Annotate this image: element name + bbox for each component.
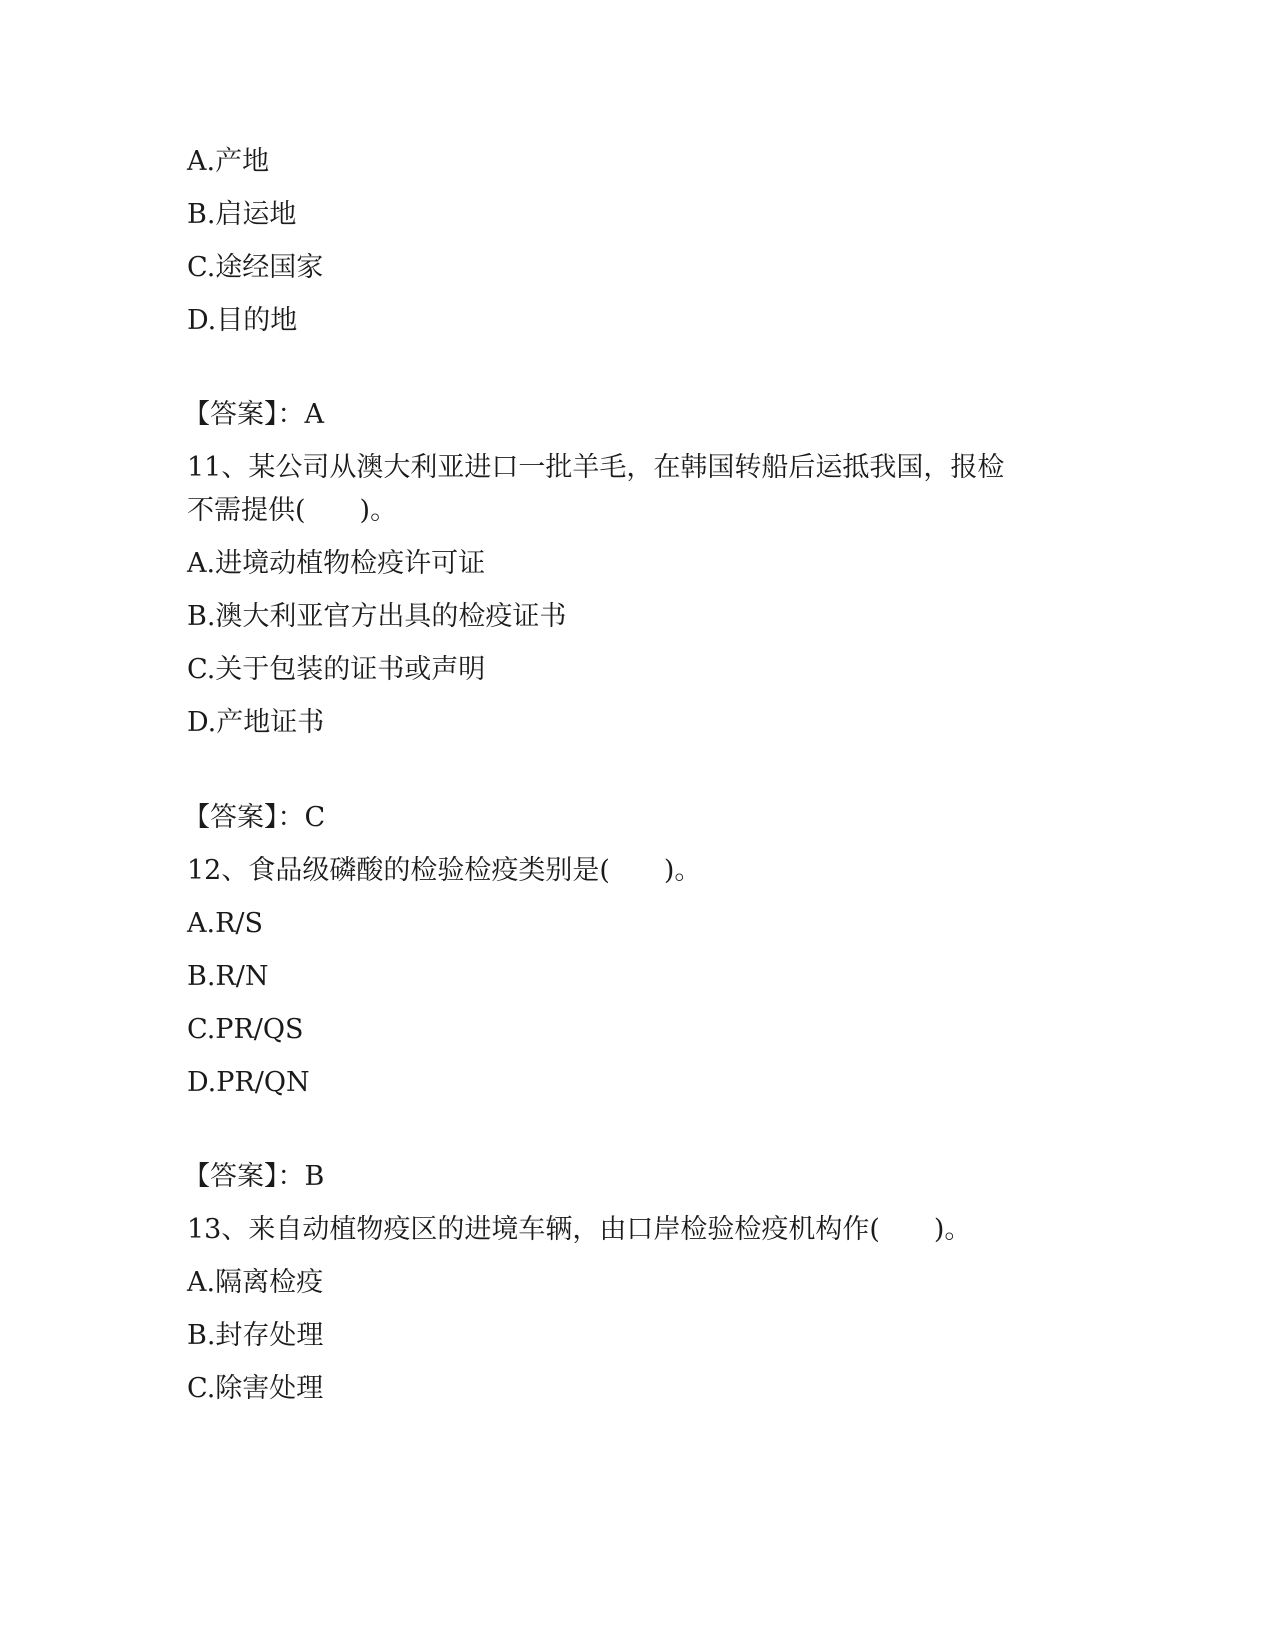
q13-stem: 13、来自动植物疫区的进境车辆，由口岸检验检疫机构作( )。 [187, 1214, 972, 1245]
q11-option-a: A.进境动植物检疫许可证 [187, 548, 486, 579]
q12-option-c: C.PR/QS [187, 1014, 304, 1045]
q11-stem-line2: 不需提供( )。 [187, 495, 398, 526]
q11-answer: 【答案】：C [183, 802, 326, 833]
q13-option-c: C.除害处理 [187, 1373, 324, 1404]
q13-option-b: B.封存处理 [187, 1320, 324, 1351]
q10-option-c: C.途经国家 [187, 252, 324, 283]
q11-option-d: D.产地证书 [187, 707, 325, 738]
q10-option-a: A.产地 [187, 146, 270, 177]
q10-option-b: B.启运地 [187, 199, 297, 230]
q11-stem-line1: 11、某公司从澳大利亚进口一批羊毛，在韩国转船后运抵我国，报检 [187, 452, 1005, 483]
q12-option-a: A.R/S [187, 908, 264, 939]
q12-option-d: D.PR/QN [187, 1067, 310, 1098]
q10-option-d: D.目的地 [187, 305, 298, 336]
q11-option-c: C.关于包装的证书或声明 [187, 654, 486, 685]
q12-stem: 12、食品级磷酸的检验检疫类别是( )。 [187, 855, 702, 886]
q10-answer: 【答案】：A [183, 399, 324, 430]
q12-answer: 【答案】：B [183, 1161, 325, 1192]
q11-option-b: B.澳大利亚官方出具的检疫证书 [187, 601, 567, 632]
q12-option-b: B.R/N [187, 961, 269, 992]
q13-option-a: A.隔离检疫 [187, 1267, 324, 1298]
